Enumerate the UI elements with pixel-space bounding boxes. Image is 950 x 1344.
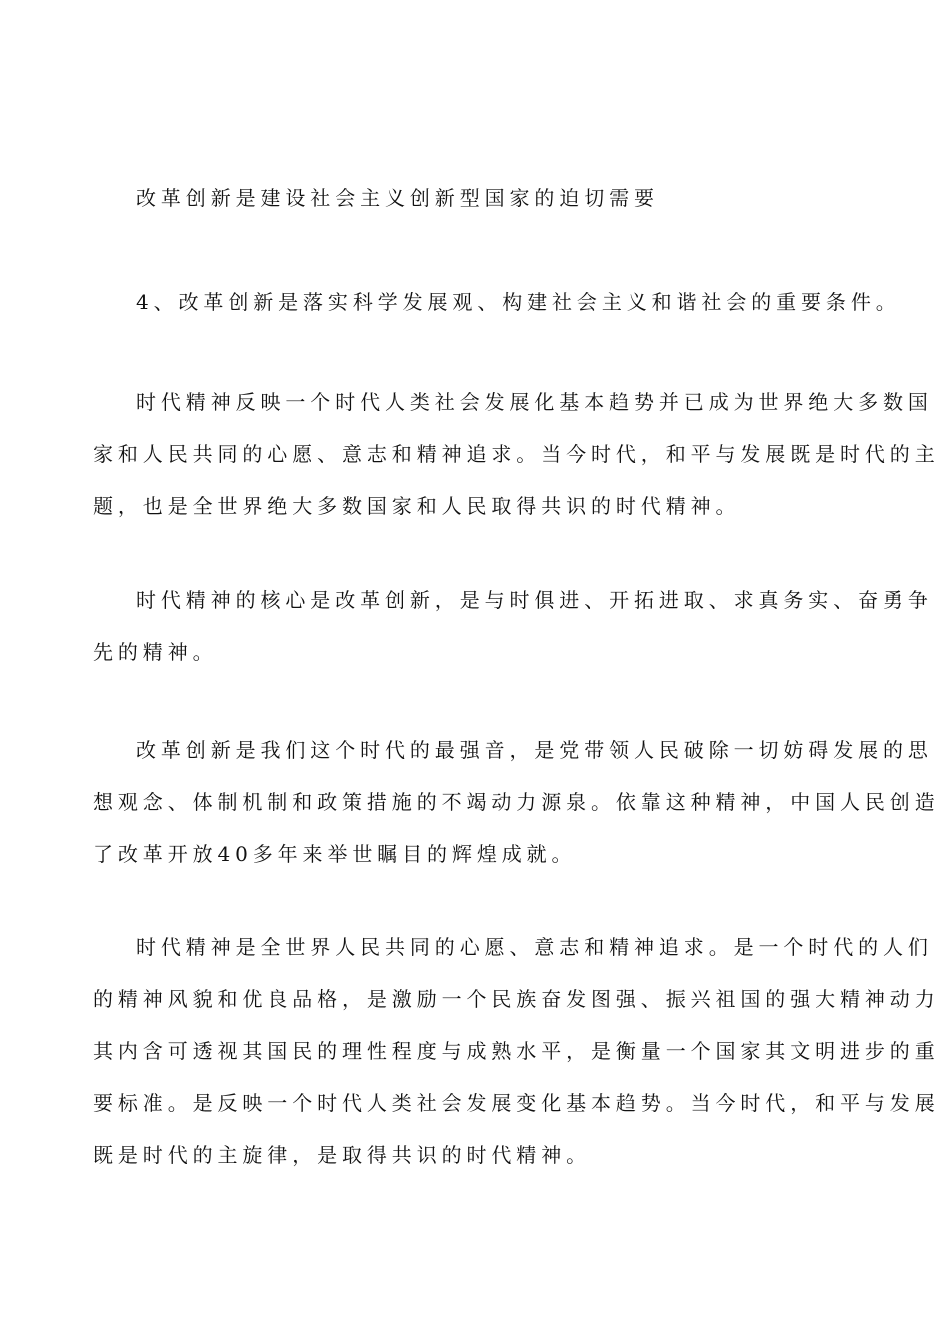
paragraph-line: 要标准。是反映一个时代人类社会发展变化基本趋势。当今时代，和平与发展 [93, 1091, 940, 1115]
paragraph-line: 家和人民共同的心愿、意志和精神追求。当今时代，和平与发展既是时代的主 [93, 442, 940, 466]
paragraph-line: 其内含可透视其国民的理性程度与成熟水平，是衡量一个国家其文明进步的重 [93, 1039, 940, 1063]
paragraph-6 [0, 935, 950, 1167]
paragraph-line: 改革创新是我们这个时代的最强音，是党带领人民破除一切妨碍发展的思 [136, 738, 933, 762]
paragraph-line: 先的精神。 [93, 640, 218, 664]
paragraph-line: 4、改革创新是落实科学发展观、构建社会主义和谐社会的重要条件。 [136, 290, 901, 314]
paragraph-4 [0, 588, 950, 664]
paragraph-3 [0, 390, 950, 518]
paragraph-line: 时代精神的核心是改革创新，是与时俱进、开拓进取、求真务实、奋勇争 [136, 588, 933, 612]
paragraph-line: 的精神风貌和优良品格，是激励一个民族奋发图强、振兴祖国的强大精神动力 [93, 987, 940, 1011]
paragraph-line: 改革创新是建设社会主义创新型国家的迫切需要 [136, 186, 659, 210]
paragraph-line: 既是时代的主旋律，是取得共识的时代精神。 [93, 1143, 591, 1167]
paragraph-line: 时代精神反映一个时代人类社会发展化基本趋势并已成为世界绝大多数国 [136, 390, 933, 414]
paragraph-line: 想观念、体制机制和政策措施的不竭动力源泉。依靠这种精神，中国人民创造 [93, 790, 940, 814]
paragraph-1 [0, 186, 950, 210]
paragraph-line: 了改革开放40多年来举世瞩目的辉煌成就。 [93, 842, 577, 866]
paragraph-2 [0, 290, 950, 314]
paragraph-5 [0, 738, 950, 866]
paragraph-line: 题，也是全世界绝大多数国家和人民取得共识的时代精神。 [93, 494, 741, 518]
paragraph-line: 时代精神是全世界人民共同的心愿、意志和精神追求。是一个时代的人们 [136, 935, 933, 959]
